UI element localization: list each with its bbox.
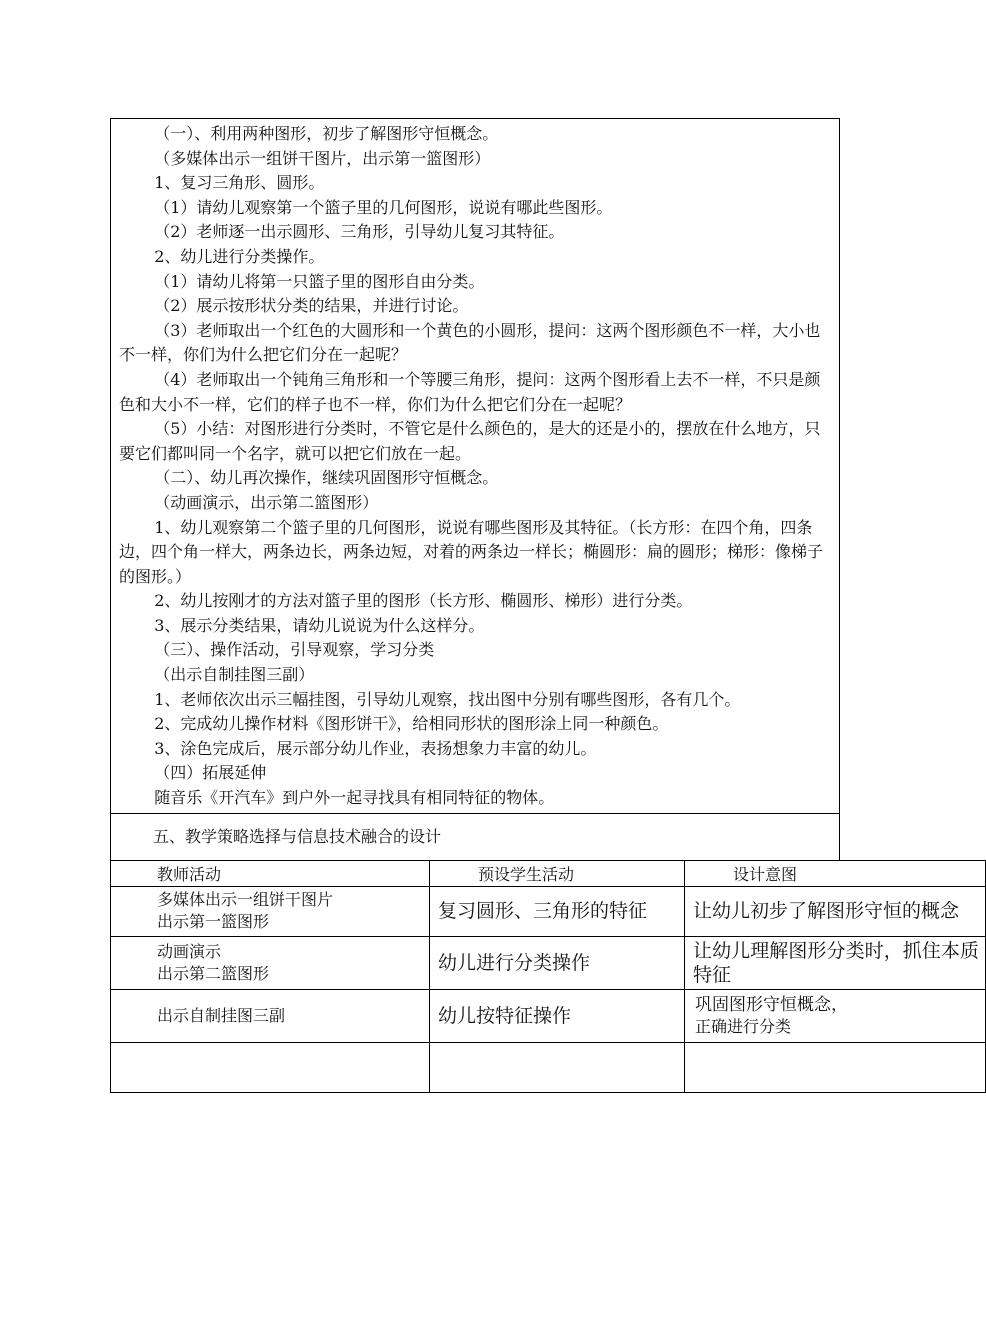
step-line: （四）拓展延伸 xyxy=(154,763,267,783)
intent-cell: 让幼儿理解图形分类时，抓住本质特征 xyxy=(685,936,986,989)
teacher-cell xyxy=(111,989,430,1042)
table-row xyxy=(111,936,986,989)
teacher-line: 多媒体出示一组饼干图片 xyxy=(157,890,334,910)
step-line: 2、幼儿进行分类操作。 xyxy=(154,246,325,266)
teacher-line: 出示第二篮图形 xyxy=(157,963,270,983)
step-line: （动画演示，出示第二篮图形） xyxy=(154,492,379,512)
empty-cell xyxy=(685,1042,986,1092)
step-line: （4）老师取出一个钝角三角形和一个等腰三角形，提问：这两个图形看上去不一样，不只是颜色和大小不一样，它们的样子也不一样，你们为什么把它们分在一起呢？ xyxy=(119,369,821,414)
page xyxy=(110,118,979,1093)
table-row xyxy=(111,1042,986,1092)
step-line: （多媒体出示一组饼干图片，出示第一篮图形） xyxy=(154,148,491,168)
teacher-cell xyxy=(111,886,430,936)
intent-cell: 让幼儿初步了解图形守恒的概念 xyxy=(685,886,986,936)
step-line: （出示自制挂图三副） xyxy=(154,665,315,685)
header-student: 预设学生活动 xyxy=(430,860,685,886)
teacher-cell xyxy=(111,936,430,989)
step-line: （1）请幼儿将第一只篮子里的图形自由分类。 xyxy=(154,271,485,291)
intent-line: 巩固图形守恒概念， xyxy=(695,994,848,1015)
step-line: 2、幼儿按刚才的方法对篮子里的图形（长方形、椭圆形、梯形）进行分类。 xyxy=(154,591,693,611)
teacher-line: 出示自制挂图三副 xyxy=(157,1005,286,1025)
step-line: （3）老师取出一个红色的大圆形和一个黄色的小圆形，提问：这两个图形颜色不一样，大小也不一样，你们为什么把它们分在一起呢？ xyxy=(119,320,821,365)
lesson-steps xyxy=(111,119,839,813)
content-box xyxy=(110,118,840,860)
step-line: 2、完成幼儿操作材料《图形饼干》，给相同形状的图形涂上同一种颜色。 xyxy=(154,714,669,734)
step-line: 1、幼儿观察第二个篮子里的几何图形，说说有哪些图形及其特征。（长方形：在四个角，四条边，四个角一样大，两条边长，两条边短，对着的两条边一样长；椭圆形：扁的圆形；梯形：像梯子的图形。） xyxy=(119,517,824,586)
teacher-line: 动画演示 xyxy=(157,941,222,961)
table-row xyxy=(111,989,986,1042)
student-cell: 复习圆形、三角形的特征 xyxy=(430,886,685,936)
strategy-table xyxy=(110,860,986,1093)
step-line: 随音乐《开汽车》到户外一起寻找具有相同特征的物体。 xyxy=(154,788,555,808)
step-line: （1）请幼儿观察第一个篮子里的几何图形，说说有哪此些图形。 xyxy=(154,197,613,217)
table-header-row xyxy=(111,860,986,886)
step-line: （2）老师逐一出示圆形、三角形，引导幼儿复习其特征。 xyxy=(154,222,565,242)
empty-cell xyxy=(430,1042,685,1092)
header-intent: 设计意图 xyxy=(685,860,986,886)
section-title: 五、教学策略选择与信息技术融合的设计 xyxy=(111,813,839,860)
empty-cell xyxy=(111,1042,430,1092)
intent-cell xyxy=(685,989,986,1042)
step-line: （二）、幼儿再次操作，继续巩固图形守恒概念。 xyxy=(154,468,499,488)
teacher-line: 出示第一篮图形 xyxy=(157,912,270,932)
step-line: 3、展示分类结果，请幼儿说说为什么这样分。 xyxy=(154,615,485,635)
header-teacher: 教师活动 xyxy=(111,860,430,886)
step-line: 1、复习三角形、圆形。 xyxy=(154,173,325,193)
intent-line: 正确进行分类 xyxy=(695,1016,792,1036)
student-cell: 幼儿进行分类操作 xyxy=(430,936,685,989)
step-line: 3、涂色完成后，展示部分幼儿作业，表扬想象力丰富的幼儿。 xyxy=(154,738,597,758)
step-line: （一）、利用两种图形，初步了解图形守恒概念。 xyxy=(154,124,499,143)
step-line: 1、老师依次出示三幅挂图，引导幼儿观察，找出图中分别有哪些图形，各有几个。 xyxy=(154,689,741,709)
student-cell: 幼儿按特征操作 xyxy=(430,989,685,1042)
table-row xyxy=(111,886,986,936)
step-line: （5）小结：对图形进行分类时，不管它是什么颜色的，是大的还是小的，摆放在什么地方，只要它们都叫同一个名字，就可以把它们放在一起。 xyxy=(119,419,821,463)
step-line: （三）、操作活动，引导观察，学习分类 xyxy=(154,640,435,660)
step-line: （2）展示按形状分类的结果，并进行讨论。 xyxy=(154,296,469,316)
